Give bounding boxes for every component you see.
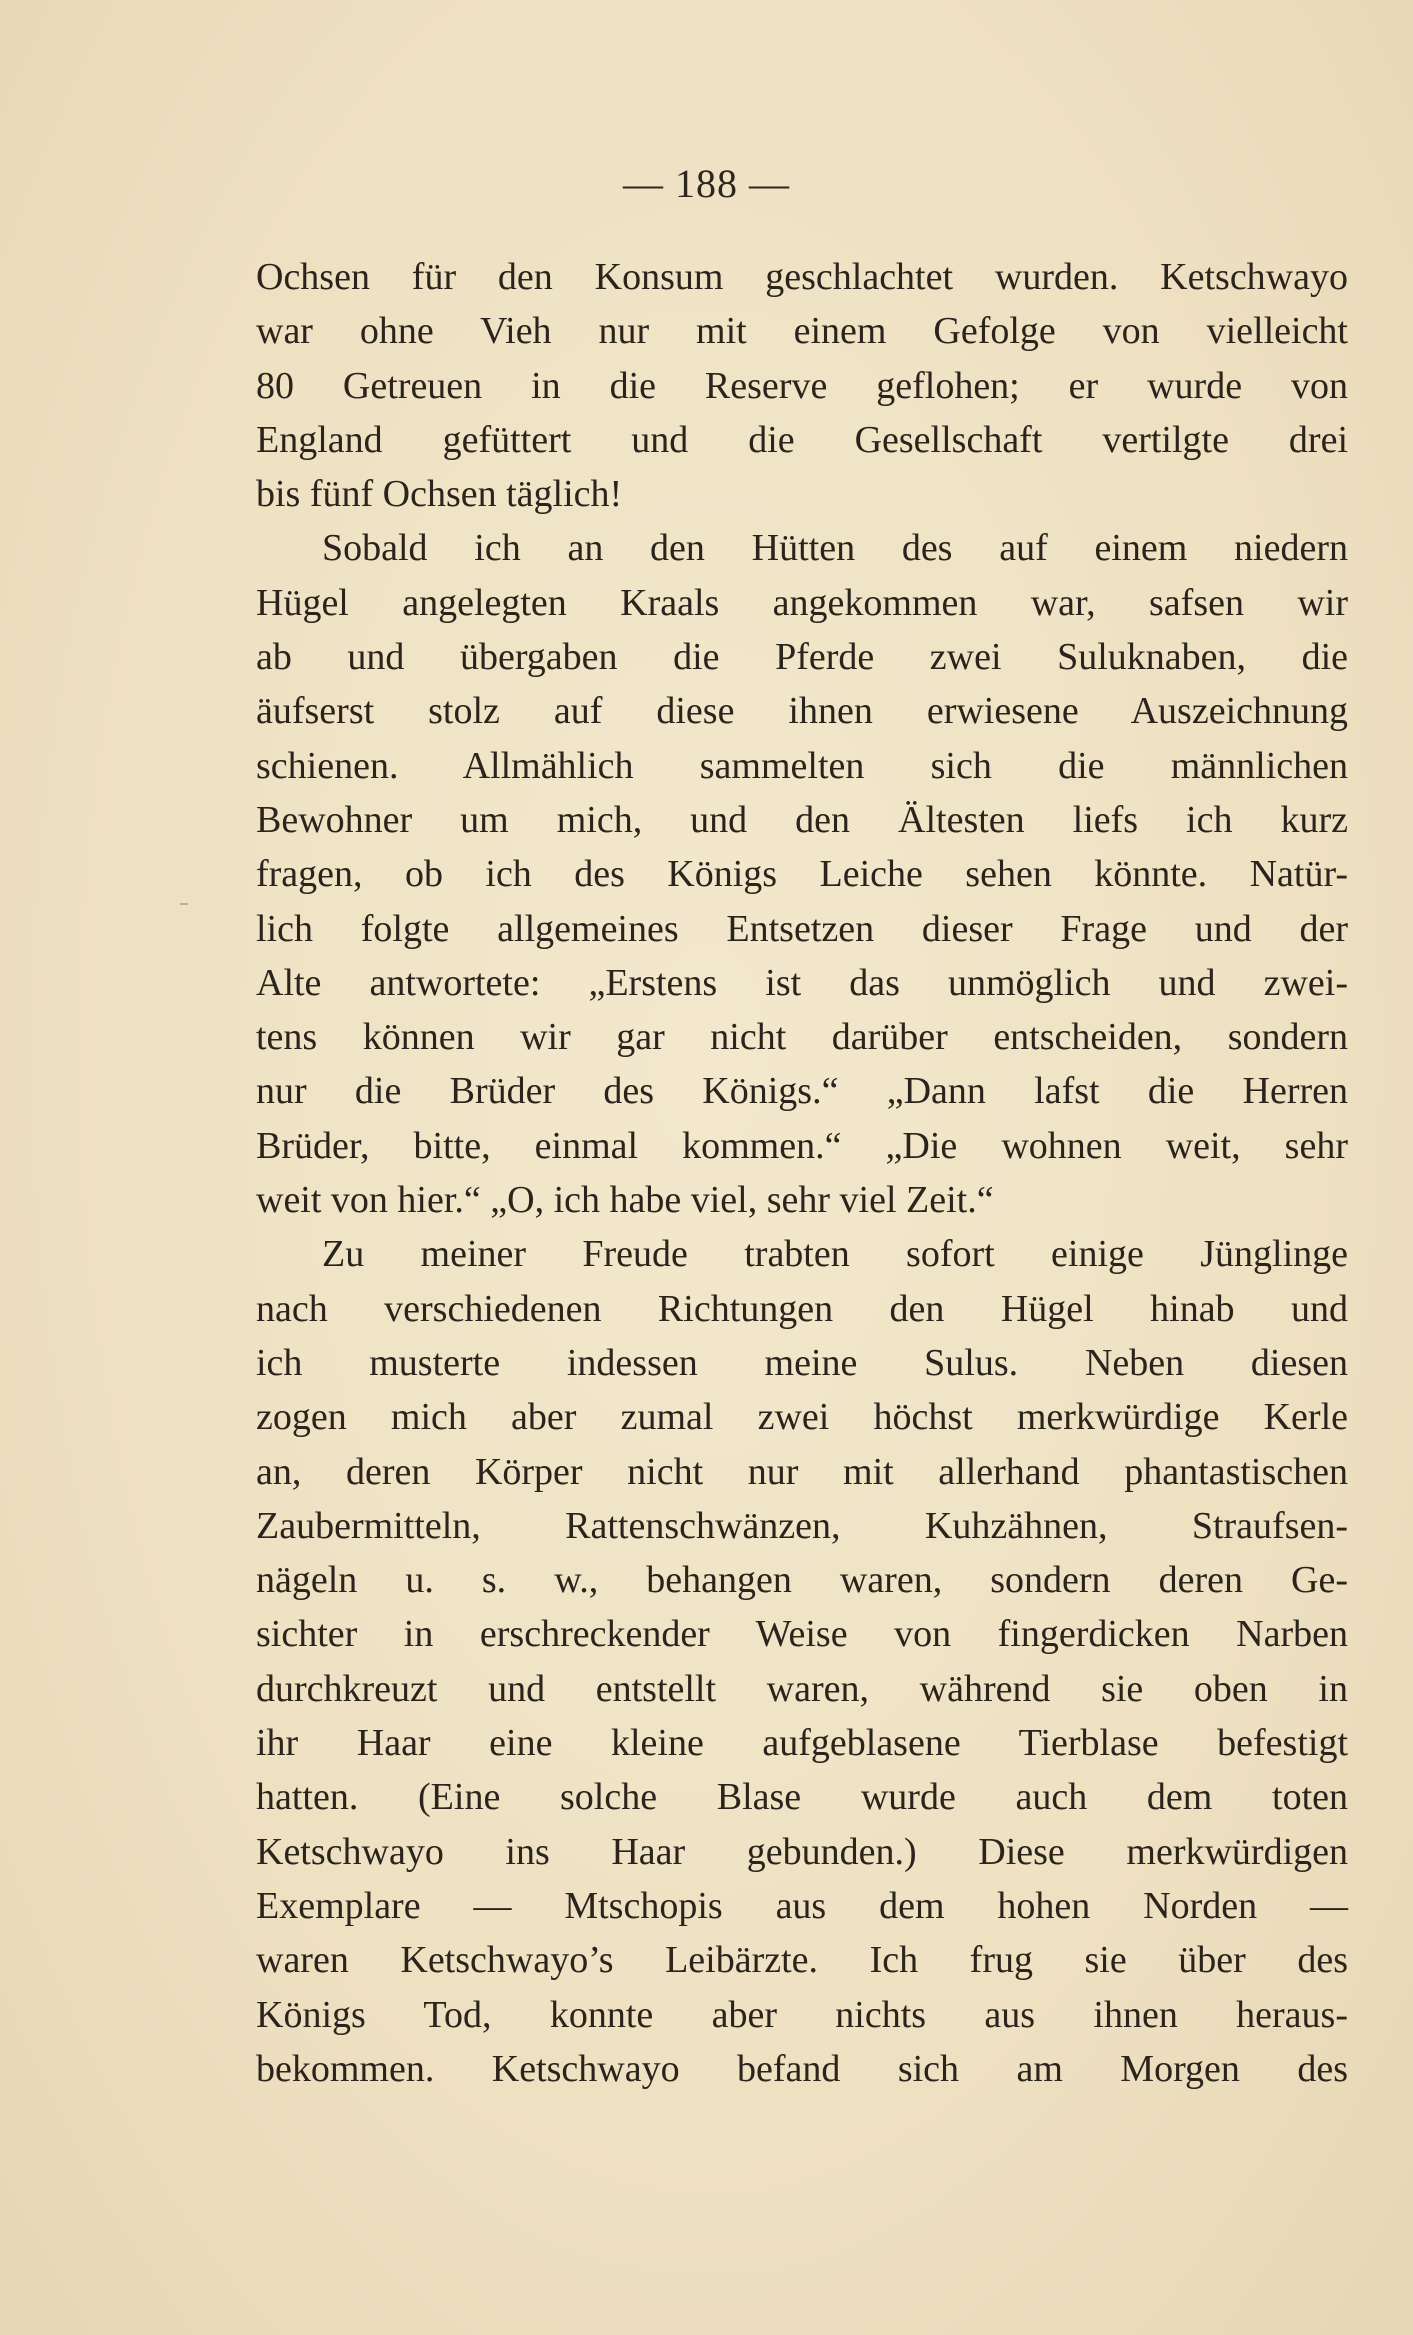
text-line: bekommen. Ketschwayo befand sich am Morgen des (256, 2047, 1348, 2090)
text-line: weit von hier.“ „O, ich habe viel, sehr viel Zeit.“ (256, 1179, 994, 1222)
text-line: waren Ketschwayo’s Leibärzte. Ich frug sie über des (256, 1939, 1348, 1982)
text-line: sichter in erschreckender Weise von fingerdicken Narben (256, 1613, 1348, 1656)
text-line: Alte antwortete: „Erstens ist das unmöglich und zwei- (256, 961, 1348, 1004)
text-line: Hügel angelegten Kraals angekommen war, safsen wir (256, 581, 1348, 624)
text-line: zogen mich aber zumal zwei höchst merkwürdige Kerle (256, 1396, 1348, 1439)
text-line: ich musterte indessen meine Sulus. Neben diesen (256, 1341, 1348, 1384)
text-line: an, deren Körper nicht nur mit allerhand phantastischen (256, 1450, 1348, 1493)
text-line: Zaubermitteln, Rattenschwänzen, Kuhzähnen, Straufsen- (256, 1504, 1348, 1547)
text-line: hatten. (Eine solche Blase wurde auch dem toten (256, 1776, 1348, 1819)
text-line: durchkreuzt und entstellt waren, während sie oben in (256, 1667, 1348, 1710)
text-line: nach verschiedenen Richtungen den Hügel hinab und (256, 1287, 1348, 1330)
text-line: Brüder, bitte, einmal kommen.“ „Die wohnen weit, sehr (256, 1124, 1348, 1167)
margin-mark (180, 903, 188, 905)
text-line: war ohne Vieh nur mit einem Gefolge von vielleicht (256, 310, 1348, 353)
text-line: 80 Getreuen in die Reserve geflohen; er wurde von (256, 364, 1348, 407)
text-line: Königs Tod, konnte aber nichts aus ihnen heraus- (256, 1993, 1348, 2036)
text-line: Ochsen für den Konsum geschlachtet wurden. Ketschwayo (256, 256, 1348, 298)
text-line: ab und übergaben die Pferde zwei Suluknaben, die (256, 636, 1348, 679)
body-text (256, 250, 1348, 2096)
text-line: ihr Haar eine kleine aufgeblasene Tierblase befestigt (256, 1722, 1348, 1765)
text-line: England gefüttert und die Gesellschaft vertilgte drei (256, 418, 1348, 461)
text-line: bis fünf Ochsen täglich! (256, 473, 623, 516)
text-line: nägeln u. s. w., behangen waren, sondern deren Ge- (256, 1559, 1348, 1602)
text-line: äufserst stolz auf diese ihnen erwiesene Auszeichnung (256, 690, 1348, 733)
text-line: lich folgte allgemeines Entsetzen dieser Frage und der (256, 907, 1348, 950)
text-line: Bewohner um mich, und den Ältesten liefs ich kurz (256, 798, 1348, 841)
text-line: Exemplare — Mtschopis aus dem hohen Norden — (256, 1884, 1348, 1927)
text-line: schienen. Allmählich sammelten sich die männlichen (256, 744, 1348, 787)
page-number: — 188 — (623, 161, 790, 206)
text-line: Sobald ich an den Hütten des auf einem niedern (322, 527, 1348, 570)
text-line: nur die Brüder des Königs.“ „Dann lafst die Herren (256, 1070, 1348, 1113)
text-line: tens können wir gar nicht darüber entscheiden, sondern (256, 1016, 1348, 1059)
text-line: fragen, ob ich des Königs Leiche sehen könnte. Natür- (256, 853, 1348, 896)
text-line: Ketschwayo ins Haar gebunden.) Diese merkwürdigen (256, 1830, 1348, 1873)
text-line: Zu meiner Freude trabten sofort einige Jünglinge (322, 1233, 1348, 1276)
